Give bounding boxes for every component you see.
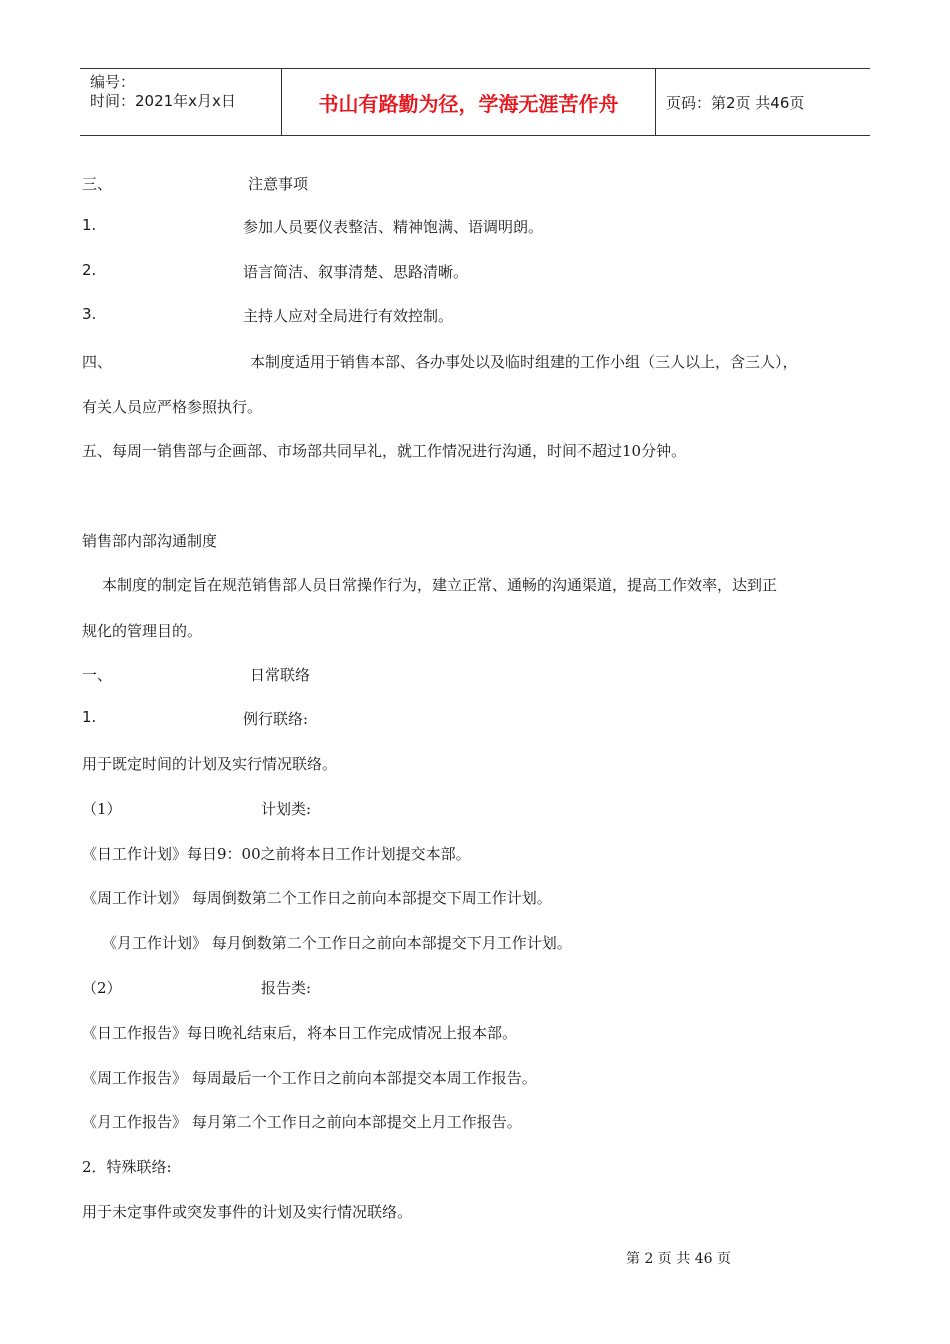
doc-number-label: 编号： <box>90 73 136 91</box>
section-4-continuation: 有关人员应严格参照执行。 <box>82 398 263 416</box>
header-page-info: 页码：第2页 共46页 <box>666 93 805 112</box>
subsection-heading <box>82 708 309 728</box>
item-text: 主持人应对全局进行有效控制。 <box>243 307 454 325</box>
item-marker: 3. <box>82 305 97 323</box>
plan-week: 《周工作计划》 每周倒数第二个工作日之前向本部提交下周工作计划。 <box>82 889 552 907</box>
plan-day: 《日工作计划》每日9：00之前将本日工作计划提交本部。 <box>82 845 471 863</box>
report-month: 《月工作报告》 每月第二个工作日之前向本部提交上月工作报告。 <box>82 1113 522 1131</box>
item-text: 参加人员要仪表整洁、精神饱满、语调明朗。 <box>243 218 544 236</box>
header-meta <box>80 69 282 135</box>
item-title: 报告类: <box>261 979 312 997</box>
document-title: 销售部内部沟通制度 <box>82 532 218 550</box>
intro-continuation: 规化的管理目的。 <box>82 622 203 640</box>
report-day: 《日工作报告》每日晚礼结束后，将本日工作完成情况上报本部。 <box>82 1024 518 1042</box>
item-title: 例行联络: <box>243 710 309 728</box>
header-motto: 书山有路勤为径，学海无涯苦作舟 <box>282 69 656 135</box>
page-header <box>80 68 870 136</box>
section-marker: 一、 <box>82 666 113 684</box>
item-marker: 1. <box>82 708 97 726</box>
section-marker: 三、 <box>82 175 113 193</box>
subsection-heading: 2．特殊联络: <box>82 1158 172 1176</box>
section-3-heading <box>82 173 309 194</box>
category-heading <box>82 798 312 819</box>
doc-date-label: 时间：2021年x月x日 <box>90 92 236 110</box>
list-item <box>82 261 469 281</box>
section-marker: 四、 <box>82 353 113 371</box>
list-item <box>82 216 544 236</box>
section-4-paragraph <box>82 351 798 372</box>
section-text: 本制度适用于销售本部、各办事处以及临时组建的工作小组（三人以上，含三人）， <box>250 353 798 371</box>
item-title: 计划类: <box>261 800 312 818</box>
page-footer: 第 2 页 共 46 页 <box>626 1251 731 1267</box>
section-title: 日常联络 <box>250 666 311 684</box>
section-5-paragraph: 五、每周一销售部与企画部、市场部共同早礼，就工作情况进行沟通，时间不超过10分钟。 <box>82 442 687 460</box>
subsection-description: 用于未定事件或突发事件的计划及实行情况联络。 <box>82 1203 413 1221</box>
section-1-heading <box>82 664 311 685</box>
report-week: 《周工作报告》 每周最后一个工作日之前向本部提交本周工作报告。 <box>82 1069 537 1087</box>
section-title: 注意事项 <box>248 175 309 193</box>
category-heading <box>82 977 312 998</box>
subsection-description: 用于既定时间的计划及实行情况联络。 <box>82 755 338 773</box>
plan-month: 《月工作计划》 每月倒数第二个工作日之前向本部提交下月工作计划。 <box>102 934 572 952</box>
item-marker: （1） <box>82 800 122 818</box>
item-marker: 2. <box>82 261 97 279</box>
item-text: 语言简洁、叙事清楚、思路清晰。 <box>243 263 469 281</box>
intro-paragraph: 本制度的制定旨在规范销售部人员日常操作行为，建立正常、通畅的沟通渠道，提高工作效率，达到正 <box>102 576 778 594</box>
list-item <box>82 305 454 325</box>
item-marker: 1. <box>82 216 97 234</box>
item-marker: （2） <box>82 979 122 997</box>
